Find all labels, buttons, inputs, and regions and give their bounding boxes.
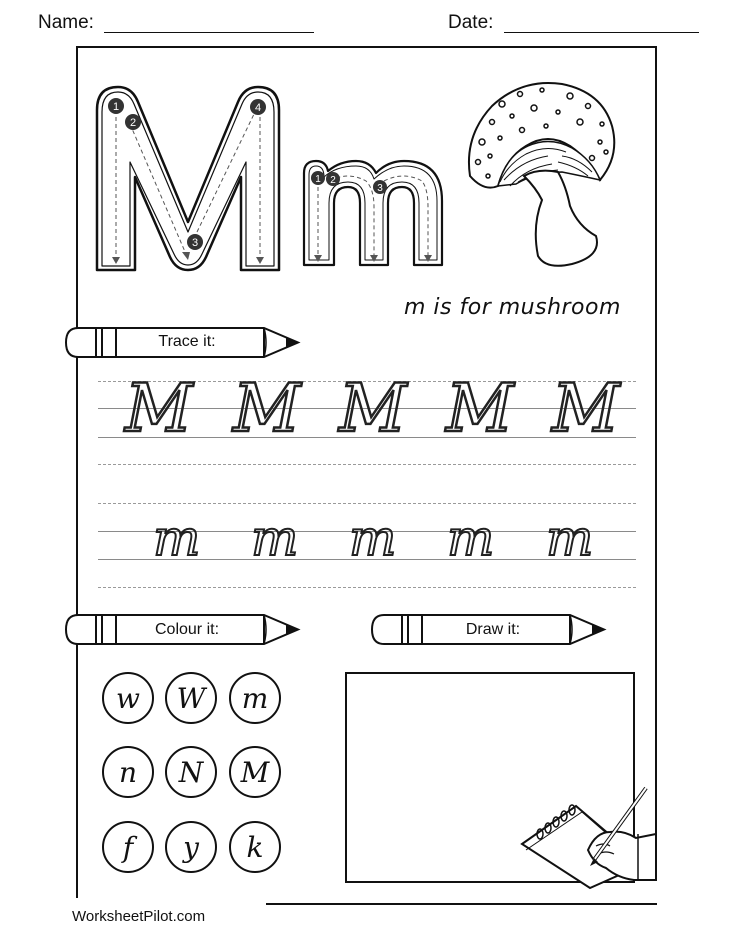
svg-text:1: 1 [112, 101, 120, 113]
stroke-number-1-small [310, 170, 326, 191]
stroke-number-3-small [372, 179, 388, 200]
guide-descender-line [98, 464, 636, 465]
svg-text:2: 2 [330, 175, 336, 186]
trace-lowercase-m: m [153, 509, 201, 567]
colour-circle-letter[interactable]: W [165, 672, 217, 724]
svg-text:2: 2 [129, 117, 137, 129]
colour-circle-letter[interactable]: k [229, 821, 281, 873]
frame-bottom-border [266, 903, 657, 905]
trace-lowercase-m: m [251, 509, 299, 567]
stroke-number-2 [124, 113, 142, 136]
frame-right-border [655, 46, 657, 876]
draw-it-label: Draw it: [465, 621, 521, 638]
colour-circle-letter[interactable]: m [229, 672, 281, 724]
footer-credit: WorksheetPilot.com [72, 908, 206, 925]
trace-lowercase-m: m [546, 509, 594, 567]
colour-it-label: Colour it: [154, 621, 220, 638]
colour-circle-letter[interactable]: w [102, 672, 154, 724]
trace-uppercase-m: M [233, 370, 301, 447]
frame-top-border [76, 46, 657, 48]
colour-circle-letter[interactable]: f [102, 821, 154, 873]
stroke-number-3 [186, 233, 204, 256]
svg-text:4: 4 [254, 102, 262, 114]
date-label: Date: [448, 12, 494, 33]
guide-top-line-2 [98, 503, 636, 504]
mushroom-illustration [462, 76, 622, 272]
stroke-number-4 [249, 98, 267, 121]
svg-text:3: 3 [377, 183, 383, 194]
name-line[interactable] [104, 32, 314, 33]
colour-circle-letter[interactable]: y [165, 821, 217, 873]
date-line[interactable] [504, 32, 699, 33]
svg-text:3: 3 [191, 237, 199, 249]
trace-uppercase-m: M [552, 370, 620, 447]
trace-lowercase-m: m [447, 509, 495, 567]
trace-uppercase-m: M [446, 370, 514, 447]
stroke-number-1 [107, 97, 125, 120]
trace-uppercase-m: M [125, 370, 193, 447]
colour-circle-letter[interactable]: n [102, 746, 154, 798]
caption-m-is-for-mushroom: m is for mushroom [404, 295, 621, 320]
trace-uppercase-m: M [339, 370, 407, 447]
notepad-writing-illustration [518, 784, 658, 894]
trace-it-label: Trace it: [158, 333, 216, 350]
guide-descender-line-2 [98, 587, 636, 588]
stroke-number-2-small [325, 171, 341, 192]
frame-left-border [76, 46, 78, 898]
colour-circle-letter[interactable]: M [229, 746, 281, 798]
svg-text:1: 1 [315, 174, 321, 185]
name-label: Name: [38, 12, 94, 33]
trace-lowercase-m: m [349, 509, 397, 567]
colour-circle-letter[interactable]: N [165, 746, 217, 798]
